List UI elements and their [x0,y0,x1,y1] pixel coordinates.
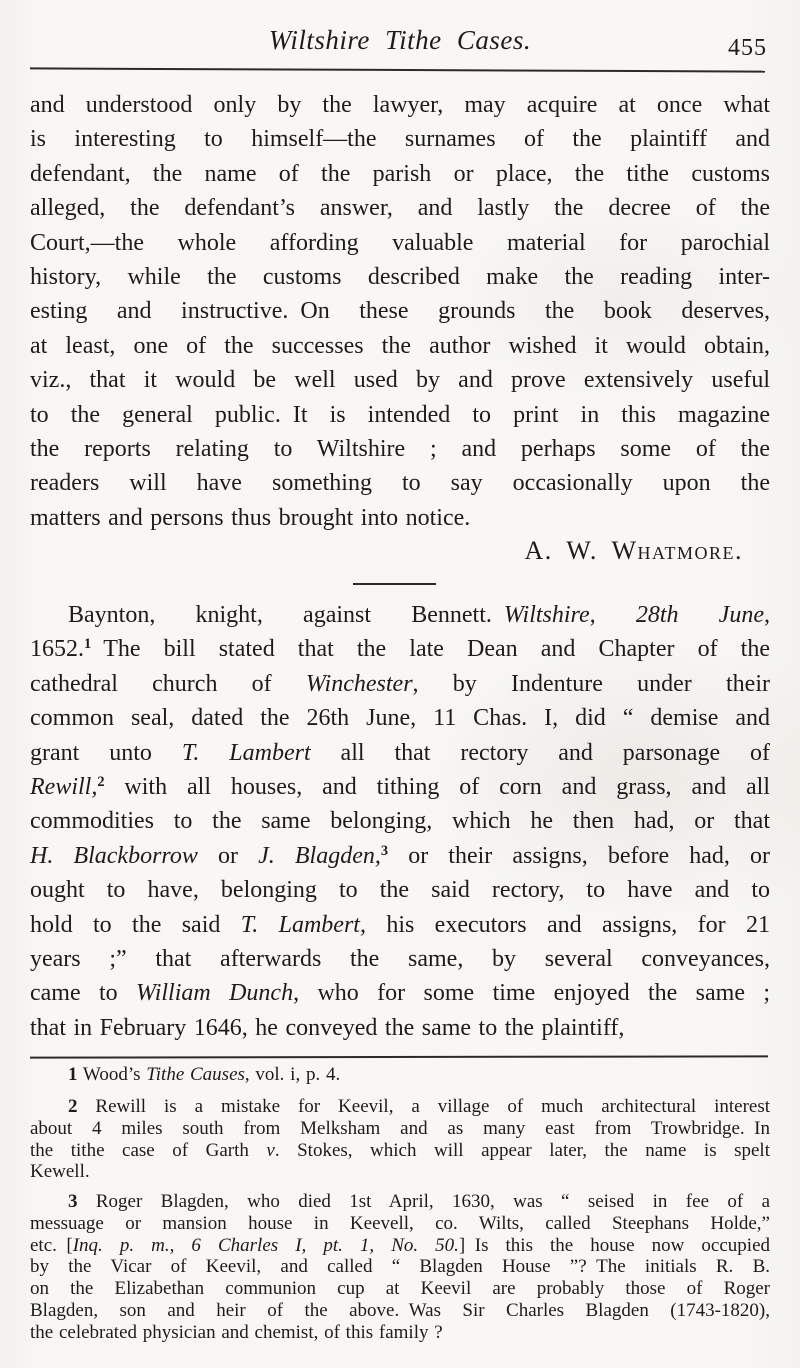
running-header-title: Wiltshire Tithe Cases. [268,25,532,55]
header-rule [30,67,765,72]
footnote-3: 3 Roger Blagden, who died 1st April, 1630, was “ seised in fee of a messuage or mansion house in Keevell, co. Wilts, called Steephans Holde,” etc. [Inq. p. m., 6 Charles I, pt. 1, No. 50.] Is this the house now occupied by the Vicar of Keevil, and called “ Blagden House ”? The initials R. B. on the Elizabethan communion cup at Keevil are probably those of Roger Blagden, son and heir of the above. Was Sir Charles Blagden (1743-1820), the celebrated physician and chemist, of this family ? [30,1191,771,1343]
footnote-separator-rule [30,1055,768,1058]
paragraph-case-report: Baynton, knight, against Bennett. Wiltshire, 28th June, 1652.$^1$ The bill stated that the late Dean and Chapter of the cathedral church of Winchester, by Indenture under their common seal, dated the 26th June, 11 Chas. I, did “ demise and grant unto T. Lambert all that rectory and parsonage of Rewill,$^2$ with all houses, and tithing of corn and grass, and all commodities to the same belonging, which he then had, or that H. Blackborrow or J. Blagden,$^3$ or their assigns, before had, or ought to have, belonging to the said rectory, to have and to hold to the said T. Lambert, his executors and assigns, for 21 years ;” that afterwards the same, by several conveyances, came to William Dunch, who for some time enjoyed the same ; that in February 1646, he conveyed the same to the plaintiff, [30,602,771,1041]
footnote-1: 1 Wood’s Tithe Causes, vol. i, p. 4. [68,1064,341,1085]
paragraph-continuation: and understood only by the lawyer, may acquire at once what is interesting to himself—the surnames of the plaintiff and defendant, the name of the parish or place, the tithe customs alleged, the defendant’s answer, and lastly the decree of the Court,—the whole affording valuable material for parochial history, while the customs described make the reading inter- esting and instructive. On these grounds the book deserves, at least, one of the successes the author wished it would obtain, viz., that it would be well used by and prove extensively useful to the general public. It is intended to print in this magazine the reports relating to Wiltshire ; and perhaps some of the readers will have something to say occasionally upon the matters and persons thus brought into notice. [30,92,770,531]
author-signature: A. W. Whatmore. [524,536,743,565]
page-number: 455 [728,35,767,61]
section-divider-rule [353,583,436,585]
footnote-2: 2 Rewill is a mistake for Keevil, a village of much architectural interest about 4 miles south from Melksham and as many east from Trowbridge. In the tithe case of Garth v. Stokes, which will appear later, the name is spelt Kewell. [30,1096,770,1183]
